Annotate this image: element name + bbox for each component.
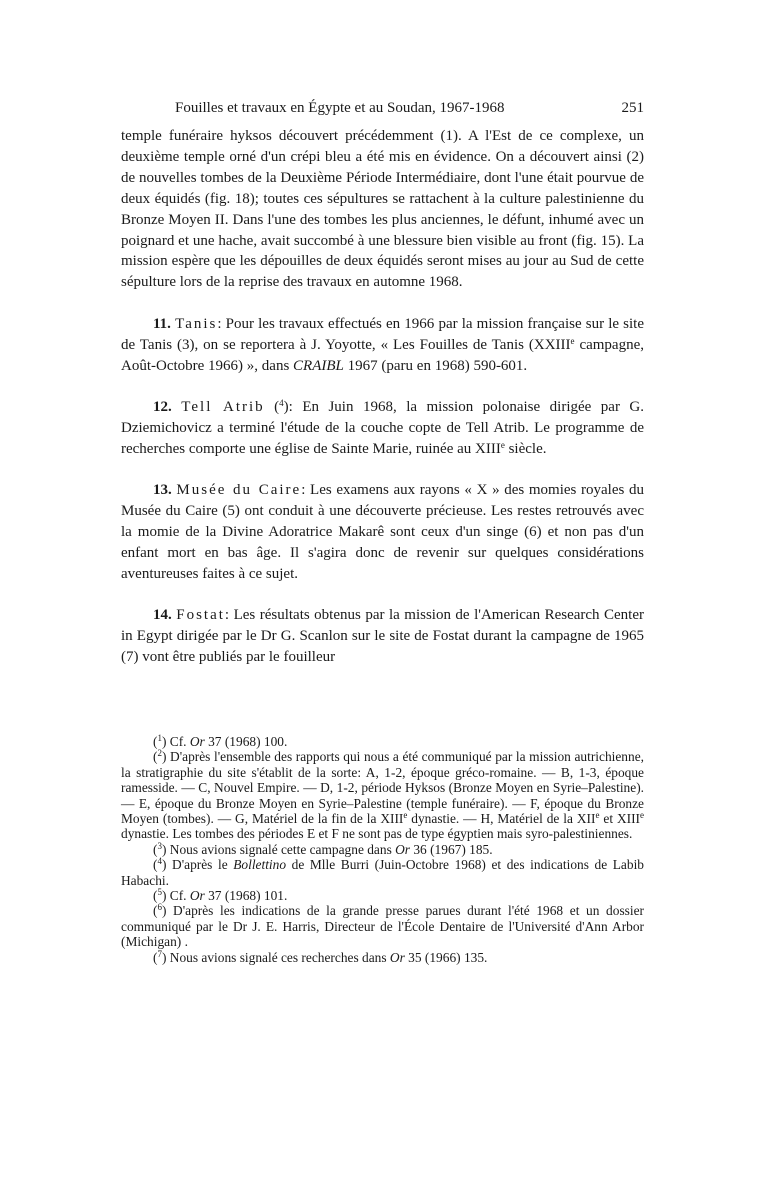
section-number: 14. — [153, 607, 172, 624]
journal-abbrev: CRAIBL — [293, 357, 344, 374]
footnote-ref-3: 3 — [182, 336, 190, 353]
intro-paragraph — [121, 126, 644, 293]
footnote-ref-7: 7 — [126, 649, 134, 666]
journal-abbrev: Or — [189, 888, 205, 904]
footnotes — [121, 734, 644, 965]
footnote-text: 36 (1967) 185. — [410, 841, 493, 857]
section-text: campagne, Août-Octobre 1966) », dans — [121, 336, 644, 374]
footnote-text: dynastie. Les tombes des périodes E et F ne sont pas de type égyptien mais syro-palestiniennes. — [121, 826, 633, 842]
section-text: ), on se reportera à J. Yoyotte, « Les Fouilles de Tanis (XXIII — [189, 336, 571, 353]
intro-text: ) de nouvelles tombes de la Deuxième Période Intermédiaire, dont l'une était pourvue de deux équidés (fig. 18); toutes ces sépultures se rattachent à la culture palestinienne du Bronze Moyen II. Dans l'une des tombes les plus anciennes, le défunt, inhumé avec un poignard et une hache, avait succombé à une blessure bien visible au front (fig. 15). La mission espère que les dépouilles de deux équidés seront mises au jour au Sud de cette sépulture lors de la reprise des travaux en automne 1968. — [121, 148, 644, 291]
footnote-marker: 6 — [157, 902, 162, 913]
intro-text: ). A l'Est de ce complexe, un deuxième temple orné d'un crépi bleu a été mis en évidence. On a découvert ainsi ( — [121, 128, 644, 165]
section-13-paragraph — [121, 480, 644, 585]
footnote-text: dynastie. — H, Matériel de la XII — [407, 811, 596, 827]
section-text: ) et non pas d'un enfant mort en bas âge. Il s'agira donc de revenir sur quelques considérations aventureuses faites à ce sujet. — [121, 524, 644, 582]
section-text: : Les examens aux rayons « X » des momies royales du Musée du Caire ( — [121, 482, 645, 520]
page-number: 251 — [621, 100, 644, 116]
section-text: ) vont être publiés par le fouilleur — [133, 649, 336, 666]
section-site-name: Musée du Caire — [176, 482, 302, 499]
footnote-text: 37 (1968) 100. — [204, 734, 288, 749]
footnote-marker: 4 — [157, 856, 162, 867]
section-11-paragraph — [121, 314, 644, 377]
section-site-name: Tell Atrib — [181, 398, 265, 415]
section-number: 13. — [153, 482, 172, 499]
journal-abbrev: Or — [389, 949, 405, 965]
running-head-title: Fouilles et travaux en Égypte et au Soudan, 1967-1968 — [175, 100, 505, 116]
section-text: : Pour les travaux effectués en 1966 par la mission française sur le site de Tanis ( — [121, 315, 644, 353]
superscript: e — [500, 439, 505, 450]
superscript: e — [570, 335, 575, 346]
footnote-ref-6: 6 — [529, 524, 537, 540]
footnote-2: ($^2$) D'après l'ensemble des rapports qui nous a été communiqué par la mission autrichienne, la stratigraphie du site s'établit de la sorte: A, 1-2, époque gréco-romaine. — B, 1-3, époque ramesside. — C, Nouvel Empire. — D, 1-2, période Hyksos (Bronze Moyen en Syrie–Palestine). — E, époque du Bronze Moyen en Syrie–Palestine (temple funéraire). — F, époque du Bronze Moyen (tombes). — G, Matériel de la fin de la XIIIe dynastie. — H, Matériel de la XIIe et XIIIe dynastie. Les tombes des périodes E et F ne sont pas de type égyptien mais syro-palestiniennes. — [121, 748, 645, 842]
superscript: e — [403, 810, 408, 821]
footnote-text: et XIII — [599, 811, 641, 827]
footnote-marker: 2 — [157, 748, 162, 759]
journal-abbrev: Or — [395, 841, 411, 857]
footnote-ref-2: 2 — [631, 148, 639, 165]
superscript: e — [595, 810, 600, 821]
section-text: 1967 (paru en 1968) 590-601. — [343, 357, 528, 374]
footnote-text: D'après les indications de la grande presse parues durant l'été 1968 et un dossier communiqué par le Dr J. E. Harris, Directeur de l'École Dentaire de l'Université d'Ann Arbor (Michigan) . — [121, 903, 644, 950]
footnote-text: Cf. — [166, 734, 190, 749]
footnote-text: D'après le — [166, 857, 234, 873]
footnote-marker: 1 — [157, 733, 162, 743]
footnote-1: ($^1$) Cf. Or 37 (1968) 100. — [153, 733, 288, 749]
footnote-ref-5: 5 — [227, 503, 235, 520]
footnote-4: ($^4$) D'après le Bollettino de Mlle Burri (Juin-Octobre 1968) et des indications de Labib Habachi. — [121, 856, 644, 888]
footnote-text: de Mlle Burri (Juin-Octobre 1968) et des indications de Labib Habachi. — [121, 857, 644, 888]
footnote-ref-4: 4 — [279, 397, 284, 408]
footnote-marker: 3 — [157, 840, 162, 851]
footnote-marker: 7 — [157, 948, 162, 959]
footnote-text: 35 (1966) 135. — [404, 949, 488, 965]
section-number: 11. — [153, 315, 171, 332]
section-text: ): En Juin 1968, la mission polonaise dirigée par G. Dziemichovicz a terminé l'étude de la couche copte de Tell Atrib. Le programme de recherches comporte une église de Sainte Marie, ruinée au — [121, 398, 645, 457]
superscript: e — [640, 810, 645, 821]
footnote-ref-1: 1 — [445, 128, 453, 144]
section-text: ) ont conduit à une découverte précieuse. Les restes retrouvés avec la momie de la Divine Adoratrice Makarê sont ceux d'un singe ( — [121, 503, 645, 540]
section-text: ( — [264, 398, 280, 415]
intro-text: temple funéraire hyksos découvert précédemment ( — [121, 128, 446, 144]
body-text — [121, 126, 644, 668]
footnote-marker: 5 — [157, 887, 162, 898]
section-number: 12. — [153, 398, 172, 415]
journal-abbrev: Or — [189, 734, 205, 749]
section-14-paragraph — [121, 605, 644, 668]
section-12-paragraph — [121, 397, 644, 460]
section-text: : Les résultats obtenus par la mission de l'American Research Center in Egypt dirigée par le Dr G. Scanlon sur le site de Fostat durant la campagne de 1965 ( — [121, 607, 644, 666]
footnote-3: ($^3$) Nous avions signalé cette campagne dans Or 36 (1967) 185. — [153, 840, 493, 857]
section-site-name: Tanis — [175, 315, 218, 332]
footnote-5: ($^5$) Cf. Or 37 (1968) 101. — [153, 887, 288, 904]
footnote-6: ($^6$) D'après les indications de la grande presse parues durant l'été 1968 et un dossier communiqué par le Dr J. E. Harris, Directeur de l'École Dentaire de l'Université d'Ann Arbor (Michigan) . — [121, 902, 644, 950]
footnote-text: D'après l'ensemble des rapports qui nous a été communiqué par la mission autrichienne, la stratigraphie du site s'établit de la sorte: A, 1-2, époque gréco-romaine. — B, 1-3, époque ramesside. — C, Nouvel Empire. — D, 1-2, période Hyksos (Bronze Moyen en Syrie–Palestine). — E, époque du Bronze Moyen en Syrie–Palestine (temple funéraire). — F, époque du Bronze Moyen (tombes). — G, Matériel de la fin de la XIII — [121, 749, 644, 827]
century-numeral: XIII — [475, 440, 501, 457]
section-text: siècle. — [504, 440, 547, 457]
footnote-text: Nous avions signalé cette campagne dans — [166, 841, 396, 857]
section-site-name: Fostat — [176, 607, 225, 624]
footnote-text: Cf. — [166, 888, 190, 904]
journal-title: Bollettino — [233, 857, 287, 873]
footnote-text: Nous avions signalé ces recherches dans — [166, 949, 390, 965]
footnote-7: ($^7$) Nous avions signalé ces recherches dans Or 35 (1966) 135. — [153, 948, 488, 965]
footnote-text: 37 (1968) 101. — [204, 888, 288, 904]
